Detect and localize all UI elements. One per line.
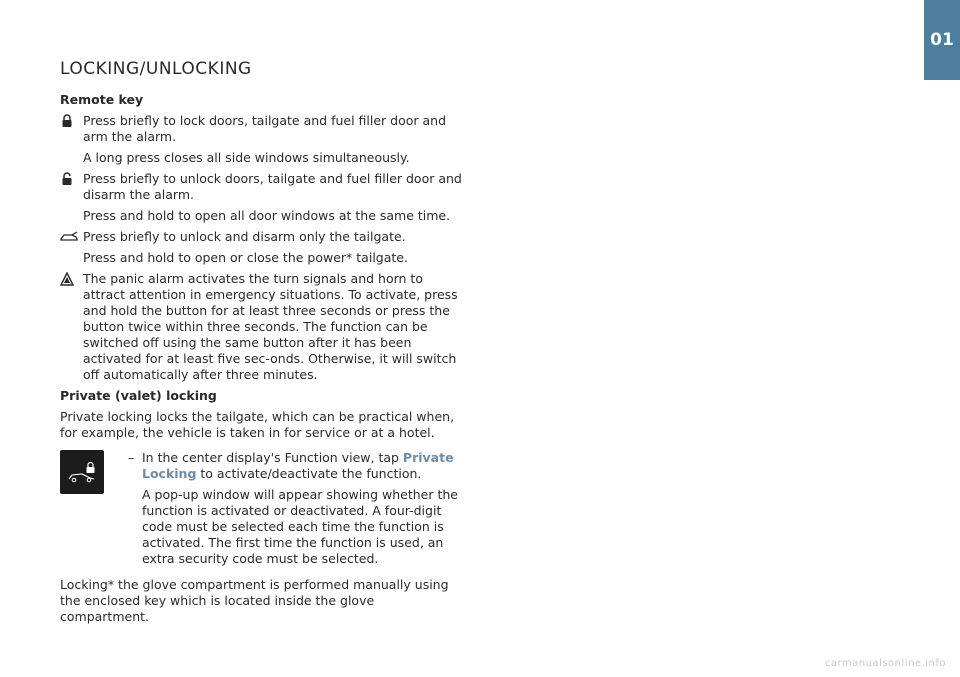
private-locking-link[interactable]: Private Locking [142,450,454,481]
procedure-steps [128,450,462,572]
step-dash: – [128,450,135,465]
step-note-text: A pop-up window will appear showing whether the function is activated or deactivated. A four-digit code must be selected each time the function is activated. The first time the function is used, an extra security code must be selected. [142,487,458,566]
chapter-number: 01 [930,30,954,50]
procedure-step [128,450,462,482]
unlocked-padlock-icon [60,172,74,186]
private-locking-procedure [60,450,465,572]
unlock-button-description [60,171,465,224]
watermark: carmanualsonline.info [824,658,946,669]
step-prefix-text: In the center display's Function view, tap [142,450,403,465]
private-locking-heading: Private (valet) locking [60,388,217,403]
page-content [60,92,465,630]
glovebox-locking-text: Locking* the glove compartment is performed manually using the enclosed key which is located inside the glove compartment. [60,577,449,624]
tailgate-button-description [60,229,465,266]
private-locking-car-icon [60,450,104,494]
panic-alarm-text: The panic alarm activates the turn signals and horn to attract attention in emergency situations. To activate, press and hold the button for at least three seconds or press the button twice within three seconds. The function can be switched off using the same button after it has been activated for at least five sec-onds. Otherwise, it will switch off automatically after three minutes. [83,271,458,382]
private-locking-intro: Private locking locks the tailgate, which can be practical when, for example, the vehicle is taken in for service or at a hotel. [60,409,455,440]
tailgate-press-text: Press briefly to unlock and disarm only the tailgate. [83,229,406,244]
lock-button-description [60,113,465,166]
panic-button-description [60,271,465,383]
remote-key-heading: Remote key [60,92,144,107]
panic-alarm-warning-icon [60,272,74,286]
unlock-hold-text: Press and hold to open all door windows at the same time. [83,208,451,223]
page-title: LOCKING/UNLOCKING [60,59,252,79]
unlock-press-text: Press briefly to unlock doors, tailgate and fuel filler door and disarm the alarm. [83,171,462,202]
lock-press-text: Press briefly to lock doors, tailgate and fuel filler door and arm the alarm. [83,113,447,144]
tailgate-hold-text: Press and hold to open or close the power* tailgate. [83,250,408,265]
locked-padlock-icon [60,114,74,128]
step-suffix-text: to activate/deactivate the function. [196,466,422,481]
chapter-tab[interactable] [924,0,960,80]
lock-hold-text: A long press closes all side windows simultaneously. [83,150,410,165]
tailgate-icon [60,230,74,244]
